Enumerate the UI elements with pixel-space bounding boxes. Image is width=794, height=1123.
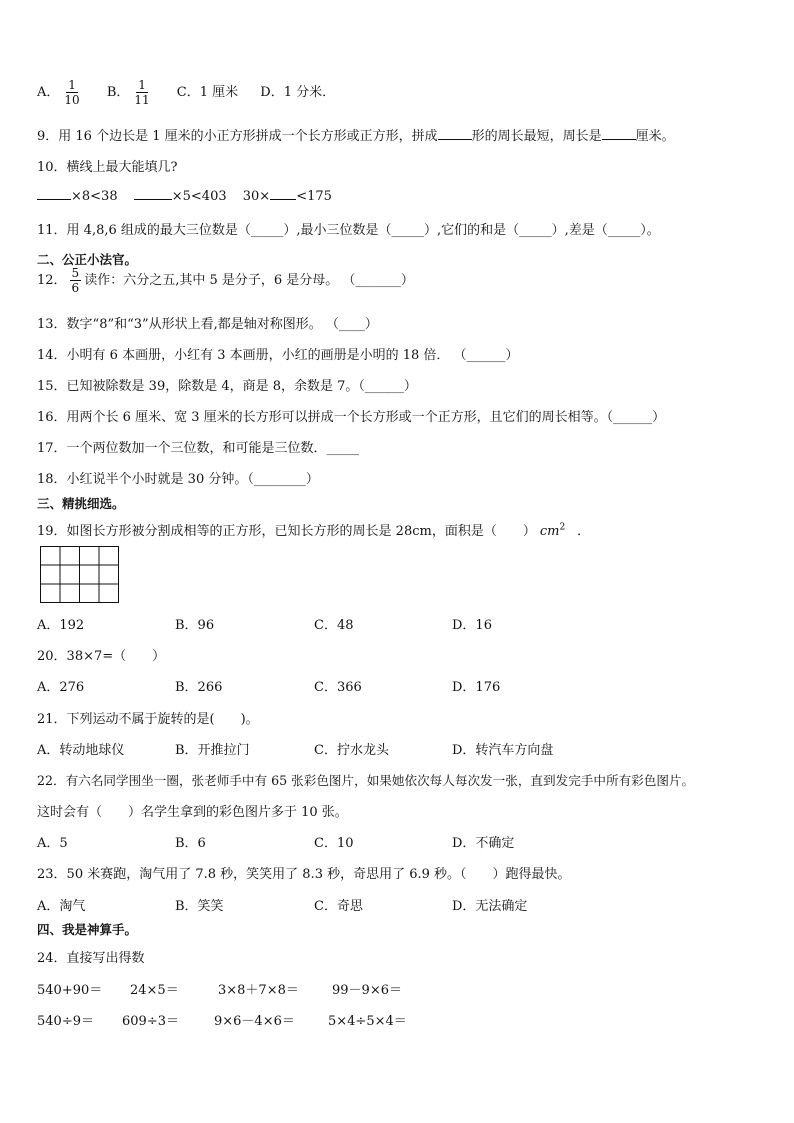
calc-item: 540÷9＝: [37, 1014, 94, 1029]
q21-option-a[interactable]: A．转动地球仪: [37, 743, 125, 758]
q19-option-a[interactable]: A．192: [37, 618, 85, 633]
question-19: [37, 520, 590, 539]
q9-text-1: 9．用 16 个边长是 1 厘米的小正方形拼成一个长方形或正方形，拼成: [37, 129, 438, 144]
q21-option-c[interactable]: C．拧水龙头: [314, 743, 389, 758]
question-20: 20．38×7=（ ）: [37, 649, 166, 664]
question-12: [37, 266, 414, 295]
q10-expression-3-pre: 30×: [242, 189, 271, 204]
grid-svg: [40, 546, 120, 604]
q12-prefix: 12．: [37, 273, 67, 288]
q22-option-b[interactable]: B．6: [175, 836, 206, 851]
q8-option-a-fraction: [62, 78, 81, 107]
section-3-heading: 三、精挑细选。: [37, 496, 125, 511]
calc-item: 99－9×6＝: [332, 983, 402, 998]
q22-option-a[interactable]: A．5: [37, 836, 68, 851]
q19-option-b[interactable]: B．96: [175, 618, 215, 633]
question-22-line-1: 22．有六名同学围坐一圈，张老师手中有 65 张彩色图片，如果她依次每人每次发一张，直到发完手中所有彩色图片。: [37, 773, 695, 788]
q23-option-d[interactable]: D．无法确定: [452, 899, 528, 914]
calc-item: 24×5＝: [130, 983, 179, 998]
question-11: 11．用 4,8,6 组成的最大三位数是（_____）,最小三位数是（_____）,它们的和是（_____）,差是（_____）。: [37, 223, 660, 238]
answer-blank[interactable]: [602, 127, 636, 140]
q23-option-b[interactable]: B．笑笑: [175, 899, 224, 914]
fraction-numerator: 1: [138, 78, 146, 92]
q8-option-d: D．1 分米．: [260, 85, 336, 100]
calc-item: 5×4÷5×4＝: [328, 1014, 407, 1029]
q10-expression-2: ×5<403: [171, 189, 227, 204]
q8-option-b-prefix: B．: [106, 85, 130, 100]
q22-option-c[interactable]: C．10: [314, 836, 354, 851]
calc-item: 3×8＋7×8＝: [218, 983, 299, 998]
section-2-heading: 二、公正小法官。: [37, 252, 138, 267]
q8-option-a-prefix: A．: [37, 85, 60, 100]
answer-blank[interactable]: [37, 187, 71, 200]
question-9: [37, 125, 675, 144]
question-13: 13．数字“8”和“3”从形状上看,都是轴对称图形。 （____）: [37, 317, 378, 332]
q23-option-a[interactable]: A．淘气: [37, 899, 86, 914]
fraction-denominator: 6: [71, 281, 80, 295]
q21-option-d[interactable]: D．转汽车方向盘: [452, 743, 554, 758]
calc-item: 9×6－4×6＝: [214, 1014, 295, 1029]
q10-expression-3-post: <175: [296, 189, 332, 204]
q22-option-d[interactable]: D．不确定: [452, 836, 515, 851]
q12-fraction: [70, 266, 82, 295]
calc-item: 540+90＝: [37, 983, 103, 998]
question-15: 15．已知被除数是 39，除数是 4，商是 8，余数是 7。（______）: [37, 379, 417, 394]
q19-option-c[interactable]: C．48: [314, 618, 354, 633]
q19-option-d[interactable]: D．16: [452, 618, 492, 633]
q10-expression-1: ×8<38: [71, 189, 118, 204]
section-4-heading: 四、我是神算手。: [37, 922, 138, 937]
question-17: 17．一个两位数加一个三位数，和可能是三位数．_____: [37, 441, 360, 456]
q10-title: 10．横线上最大能填几?: [37, 160, 178, 175]
answer-blank[interactable]: [134, 187, 172, 200]
answer-blank[interactable]: [438, 127, 472, 140]
q8-options: [37, 78, 335, 107]
q10-expressions: [37, 187, 332, 204]
calc-item: 609÷3＝: [122, 1014, 179, 1029]
q19-unit-exponent: 2: [559, 522, 566, 533]
fraction-numerator: 1: [68, 78, 76, 92]
fraction-denominator: 10: [64, 93, 80, 107]
q8-option-c: C．1 厘米: [176, 85, 239, 100]
q9-text-3: 厘米。: [635, 129, 675, 144]
question-22-line-2: 这时会有（ ）名学生拿到的彩色图片多于 10 张。: [37, 805, 348, 820]
question-23: 23．50 米赛跑，淘气用了 7.8 秒，笑笑用了 8.3 秒，奇思用了 6.9 秒。（ ）跑得最快。: [37, 867, 571, 882]
question-18: 18．小红说半个小时就是 30 分钟。（________）: [37, 472, 319, 487]
fraction-numerator: 5: [71, 266, 80, 280]
q21-option-b[interactable]: B．开推拉门: [175, 743, 250, 758]
q12-text: 读作：六分之五,其中 5 是分子，6 是分母。 （_______）: [84, 273, 414, 288]
question-14: 14．小明有 6 本画册，小红有 3 本画册，小红的画册是小明的 18 倍． （______）: [37, 348, 519, 363]
answer-blank[interactable]: [270, 187, 296, 200]
q19-end: ．: [577, 524, 591, 539]
question-24-title: 24．直接写出得数: [37, 951, 145, 966]
q9-text-2: 形的周长最短，周长是: [471, 129, 602, 144]
q19-text: 19．如图长方形被分割成相等的正方形，已知长方形的周长是 28cm，面积是（ ）: [37, 524, 536, 539]
question-21: 21．下列运动不属于旋转的是( )。: [37, 712, 259, 727]
q20-option-d[interactable]: D．176: [452, 680, 501, 695]
q20-option-c[interactable]: C．366: [314, 680, 362, 695]
rectangle-grid-figure: [40, 546, 120, 604]
question-16: 16．用两个长 6 厘米、宽 3 厘米的长方形可以拼成一个长方形或一个正方形，且它们的周长相等。（______）: [37, 410, 666, 425]
q8-option-b-fraction: [132, 78, 151, 107]
fraction-denominator: 11: [134, 93, 150, 107]
q20-option-a[interactable]: A．276: [37, 680, 85, 695]
q23-option-c[interactable]: C．奇思: [314, 899, 363, 914]
q19-unit: cm: [539, 524, 560, 539]
q20-option-b[interactable]: B．266: [175, 680, 223, 695]
